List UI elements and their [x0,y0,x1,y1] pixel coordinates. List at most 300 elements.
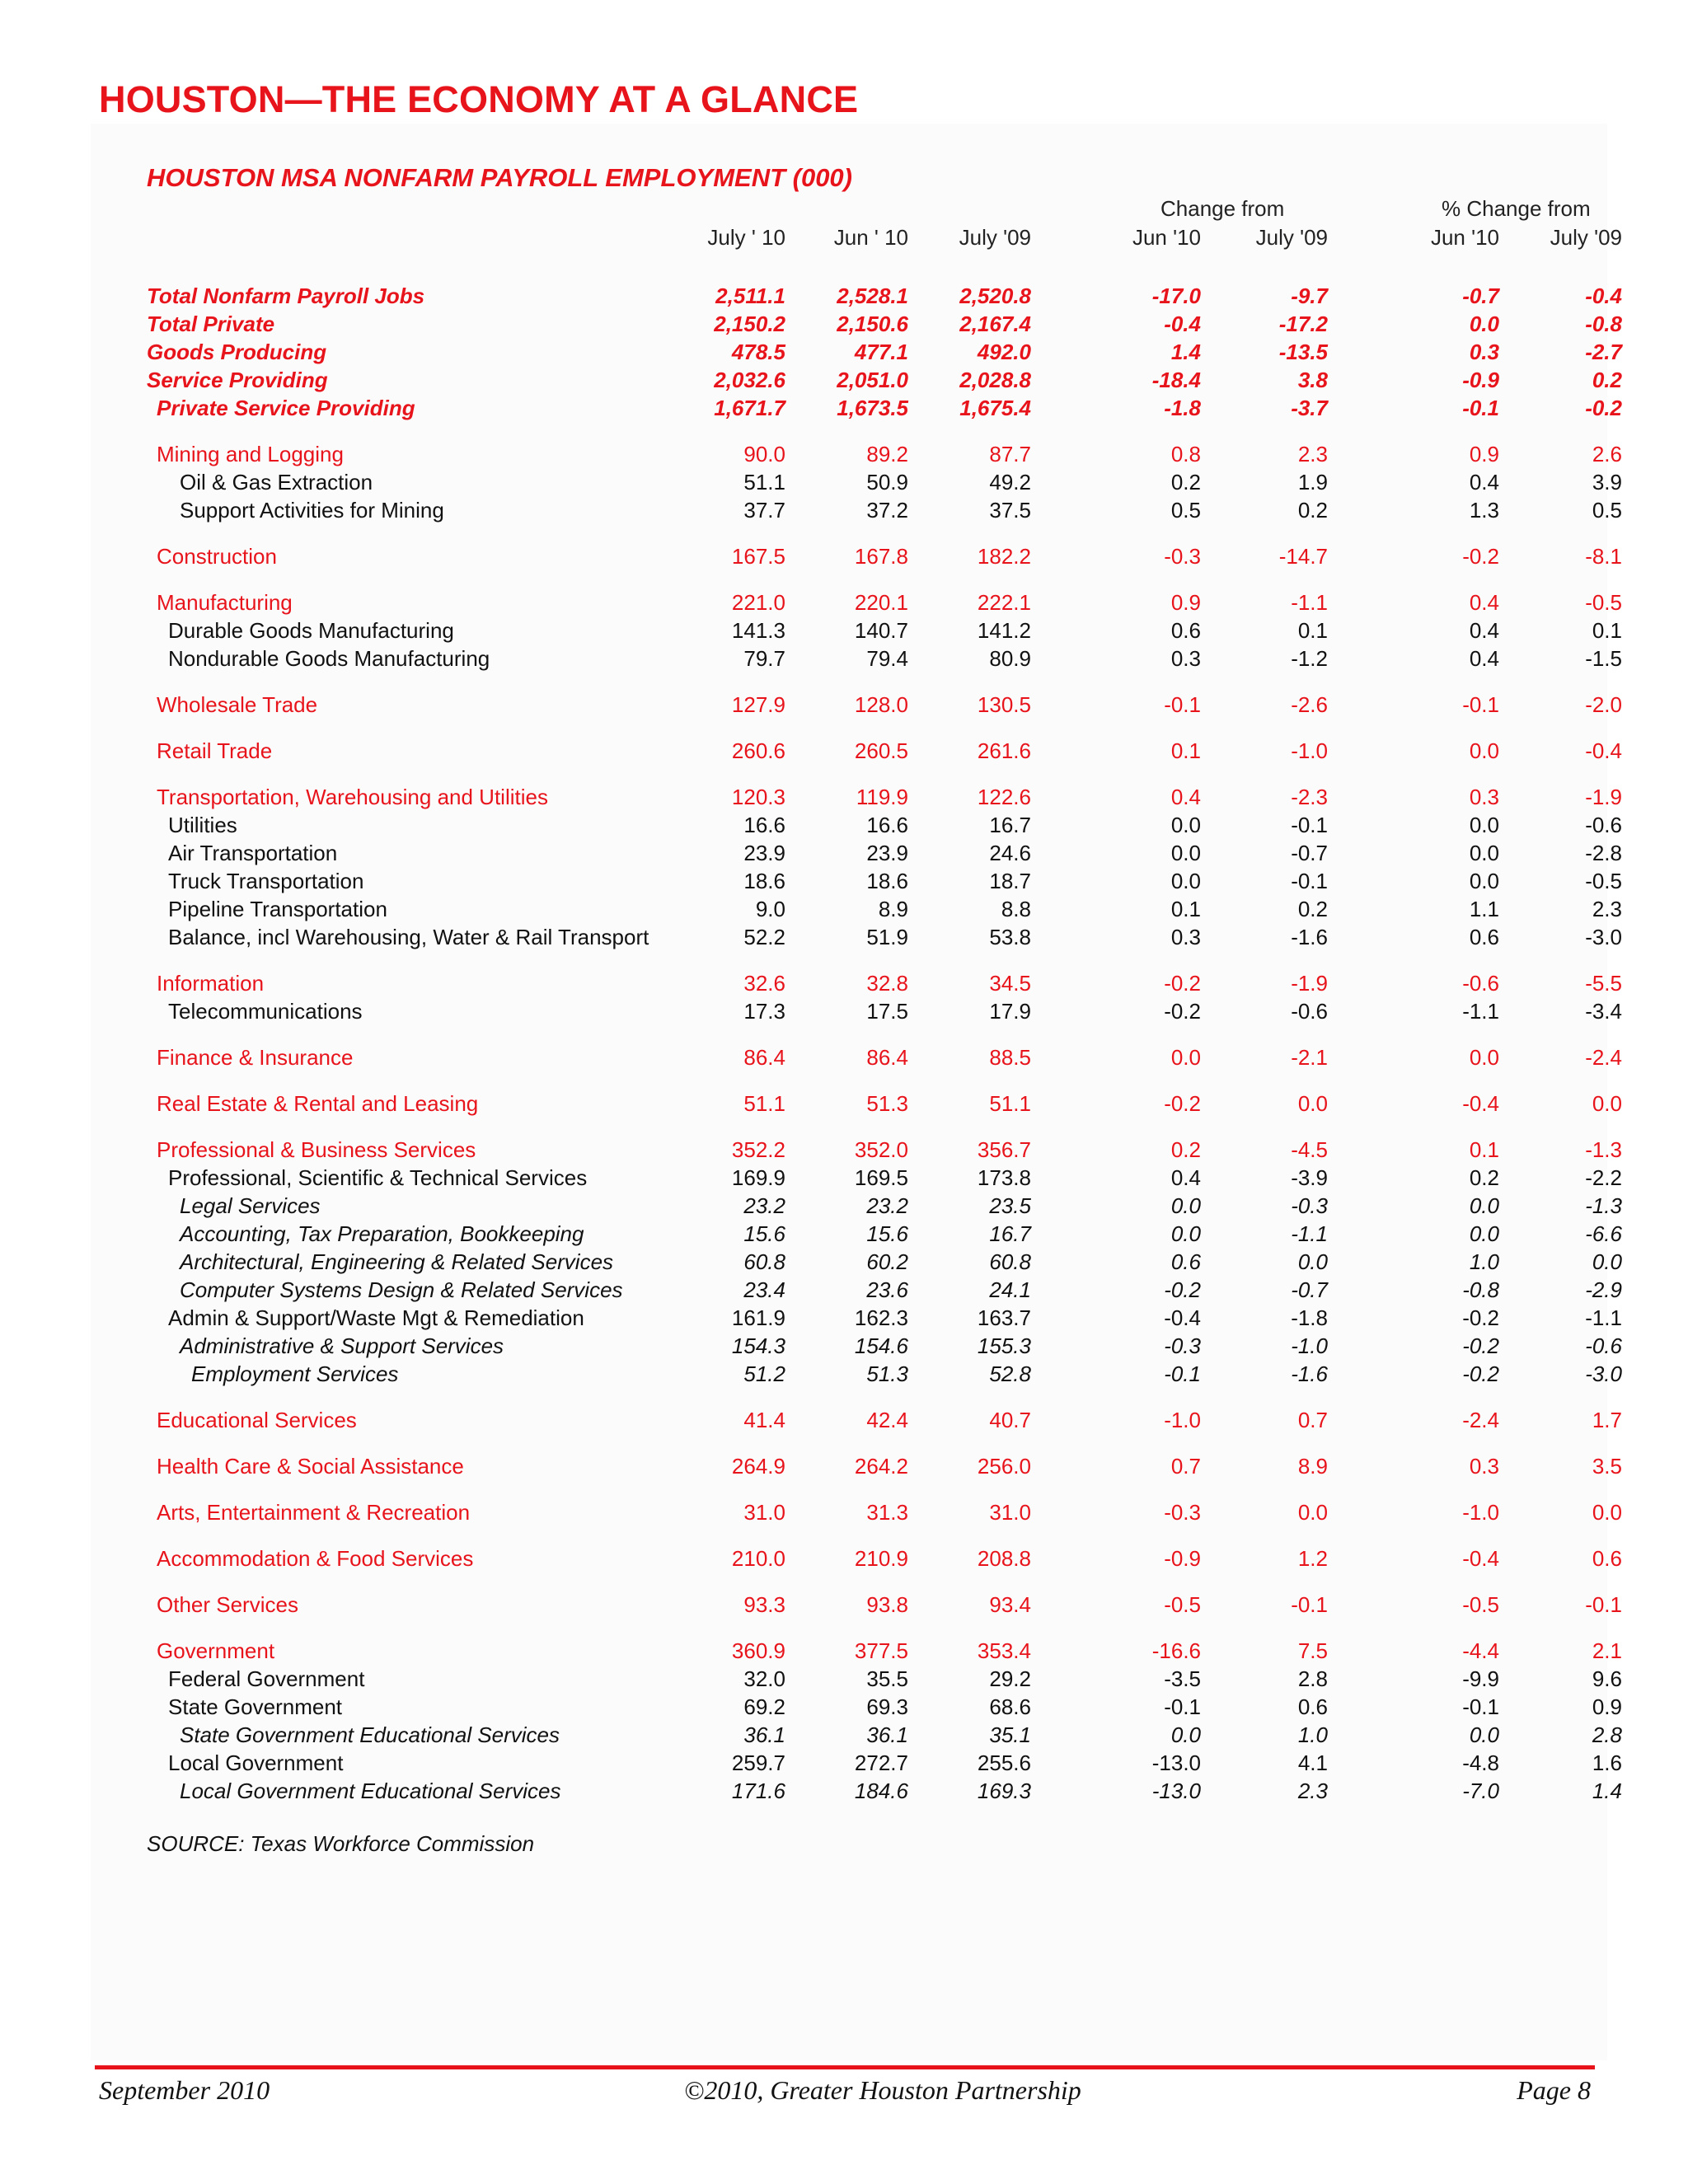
row-label: State Government [168,1694,342,1719]
cell-chg-jun-10: -3.5 [1164,1666,1201,1691]
cell-chg-jun-10: 0.0 [1170,1221,1201,1246]
cell-jun-10: 210.9 [854,1546,908,1571]
cell-july-10: 90.0 [743,442,785,466]
cell-july-10: 15.6 [743,1221,785,1246]
cell-pct-july-09: -0.8 [1585,312,1622,336]
cell-pct-jun-10: -0.1 [1462,1694,1499,1719]
cell-july-10: 120.3 [731,785,785,809]
col-header-chg-jun-10: Jun '10 [1132,225,1201,250]
cell-chg-jun-10: -0.1 [1164,692,1201,717]
cell-july-09: 49.2 [989,470,1031,494]
cell-chg-july-09: -0.3 [1291,1193,1328,1218]
cell-pct-july-09: -6.6 [1585,1221,1622,1246]
row-label: Nondurable Goods Manufacturing [168,646,490,671]
cell-pct-july-09: -2.7 [1585,340,1622,364]
cell-july-10: 32.6 [743,971,785,996]
cell-jun-10: 2,528.1 [837,284,908,308]
col-header-pct-july-09: July '09 [1550,225,1622,250]
cell-jun-10: 1,673.5 [837,396,908,420]
cell-chg-july-09: 0.2 [1297,498,1328,523]
row-label: Professional & Business Services [157,1137,476,1162]
cell-july-09: 35.1 [989,1722,1031,1747]
cell-pct-july-09: 0.9 [1592,1694,1622,1719]
cell-july-09: 24.6 [989,841,1031,865]
row-label: Architectural, Engineering & Related Services [180,1249,614,1274]
cell-chg-july-09: 0.7 [1297,1408,1328,1432]
cell-pct-july-09: -1.9 [1585,785,1622,809]
cell-pct-july-09: -1.3 [1585,1137,1622,1162]
cell-pct-jun-10: 0.0 [1469,1193,1499,1218]
cell-pct-july-09: 3.9 [1592,470,1622,494]
cell-pct-jun-10: 1.0 [1469,1249,1499,1274]
table-row [0,1544,1688,1572]
cell-chg-jun-10: 0.0 [1170,1193,1201,1218]
row-label: Health Care & Social Assistance [157,1454,464,1479]
cell-jun-10: 69.3 [866,1694,908,1719]
cell-july-10: 16.6 [743,813,785,837]
cell-pct-july-09: 0.0 [1592,1500,1622,1525]
cell-pct-july-09: -2.0 [1585,692,1622,717]
cell-chg-jun-10: -0.2 [1164,1091,1201,1116]
cell-july-09: 18.7 [989,869,1031,893]
row-label: Federal Government [168,1666,365,1691]
cell-chg-july-09: 0.6 [1297,1694,1328,1719]
row-label: Admin & Support/Waste Mgt & Remediation [168,1305,584,1330]
cell-jun-10: 16.6 [866,813,908,837]
cell-july-09: 163.7 [977,1305,1031,1330]
table-row [0,997,1688,1025]
cell-pct-jun-10: 0.0 [1469,1045,1499,1070]
cell-jun-10: 51.3 [866,1091,908,1116]
row-label: Accounting, Tax Preparation, Bookkeeping [180,1221,584,1246]
row-label: Real Estate & Rental and Leasing [157,1091,479,1116]
cell-july-10: 210.0 [731,1546,785,1571]
cell-jun-10: 32.8 [866,971,908,996]
cell-chg-jun-10: -0.1 [1164,1361,1201,1386]
cell-july-10: 51.2 [743,1361,785,1386]
cell-jun-10: 36.1 [866,1722,908,1747]
table-row [0,1276,1688,1304]
cell-pct-jun-10: 0.3 [1469,340,1499,364]
cell-pct-july-09: -1.5 [1585,646,1622,671]
cell-chg-july-09: 2.8 [1297,1666,1328,1691]
cell-chg-july-09: -1.8 [1291,1305,1328,1330]
row-label: Manufacturing [157,590,293,615]
cell-july-10: 260.6 [731,738,785,763]
table-row [0,1220,1688,1248]
cell-chg-jun-10: 0.5 [1170,498,1201,523]
cell-july-09: 169.3 [977,1779,1031,1803]
cell-pct-jun-10: -1.1 [1462,999,1499,1024]
cell-chg-july-09: -0.6 [1291,999,1328,1024]
row-label: Local Government Educational Services [180,1779,561,1803]
cell-pct-july-09: -0.6 [1585,813,1622,837]
cell-july-09: 51.1 [989,1091,1031,1116]
footer-rule [95,2065,1595,2069]
cell-chg-jun-10: -0.1 [1164,1694,1201,1719]
row-label: Total Nonfarm Payroll Jobs [147,284,425,308]
cell-pct-july-09: 3.5 [1592,1454,1622,1479]
cell-july-10: 31.0 [743,1500,785,1525]
table-row [0,1693,1688,1721]
footer-date: September 2010 [99,2075,270,2105]
cell-july-10: 478.5 [731,340,785,364]
cell-pct-jun-10: 0.4 [1469,618,1499,643]
cell-chg-july-09: 4.1 [1297,1750,1328,1775]
table-row [0,1090,1688,1118]
cell-chg-july-09: -1.6 [1291,925,1328,949]
cell-jun-10: 184.6 [854,1779,908,1803]
cell-pct-july-09: 2.3 [1592,897,1622,921]
cell-chg-july-09: 2.3 [1297,442,1328,466]
cell-chg-jun-10: 0.9 [1170,590,1201,615]
row-label: Administrative & Support Services [180,1333,504,1358]
cell-jun-10: 37.2 [866,498,908,523]
table-row [0,1452,1688,1480]
cell-pct-jun-10: -9.9 [1462,1666,1499,1691]
cell-chg-jun-10: 0.0 [1170,813,1201,837]
cell-july-09: 2,167.4 [959,312,1031,336]
cell-chg-jun-10: -0.2 [1164,971,1201,996]
cell-jun-10: 2,150.6 [837,312,908,336]
cell-pct-jun-10: 0.0 [1469,1722,1499,1747]
row-label: Computer Systems Design & Related Services [180,1277,623,1302]
cell-pct-july-09: -0.4 [1585,738,1622,763]
cell-pct-jun-10: 0.0 [1469,312,1499,336]
cell-pct-july-09: 1.6 [1592,1750,1622,1775]
col-header-july-10: July ' 10 [707,225,785,250]
cell-pct-july-09: 0.5 [1592,498,1622,523]
cell-chg-jun-10: -1.8 [1164,396,1201,420]
cell-chg-july-09: 0.0 [1297,1091,1328,1116]
cell-chg-jun-10: 0.1 [1170,897,1201,921]
cell-chg-july-09: -2.6 [1291,692,1328,717]
cell-jun-10: 31.3 [866,1500,908,1525]
cell-july-10: 51.1 [743,470,785,494]
table-row [0,394,1688,422]
cell-july-10: 17.3 [743,999,785,1024]
cell-july-09: 155.3 [977,1333,1031,1358]
cell-chg-jun-10: 0.0 [1170,1045,1201,1070]
cell-chg-jun-10: -0.4 [1164,312,1201,336]
cell-chg-jun-10: 0.0 [1170,1722,1201,1747]
cell-jun-10: 18.6 [866,869,908,893]
table-row [0,895,1688,923]
cell-pct-jun-10: -0.2 [1462,544,1499,569]
cell-chg-july-09: -2.1 [1291,1045,1328,1070]
cell-july-10: 221.0 [731,590,785,615]
cell-july-10: 32.0 [743,1666,785,1691]
cell-chg-july-09: -1.0 [1291,738,1328,763]
table-row [0,839,1688,867]
row-label: State Government Educational Services [180,1722,560,1747]
cell-chg-july-09: -0.1 [1291,1592,1328,1617]
table-row [0,496,1688,524]
table-row [0,1332,1688,1360]
cell-pct-jun-10: 0.0 [1469,1221,1499,1246]
cell-pct-july-09: -3.4 [1585,999,1622,1024]
cell-pct-jun-10: 0.0 [1469,869,1499,893]
cell-jun-10: 93.8 [866,1592,908,1617]
table-row [0,1777,1688,1805]
cell-pct-july-09: -2.4 [1585,1045,1622,1070]
cell-jun-10: 42.4 [866,1408,908,1432]
cell-jun-10: 50.9 [866,470,908,494]
cell-chg-july-09: 1.9 [1297,470,1328,494]
cell-jun-10: 8.9 [878,897,908,921]
cell-chg-jun-10: 0.0 [1170,841,1201,865]
cell-july-10: 352.2 [731,1137,785,1162]
cell-chg-jun-10: -18.4 [1151,368,1201,392]
cell-pct-jun-10: -0.2 [1462,1333,1499,1358]
cell-july-09: 40.7 [989,1408,1031,1432]
table-row [0,811,1688,839]
row-label: Service Providing [147,368,328,392]
cell-pct-jun-10: -0.5 [1462,1592,1499,1617]
cell-july-09: 16.7 [989,1221,1031,1246]
cell-july-10: 360.9 [731,1638,785,1663]
cell-pct-july-09: 1.4 [1592,1779,1622,1803]
cell-chg-july-09: -1.6 [1291,1361,1328,1386]
cell-pct-jun-10: -0.4 [1462,1091,1499,1116]
cell-chg-jun-10: 0.3 [1170,925,1201,949]
cell-chg-july-09: 8.9 [1297,1454,1328,1479]
table-row [0,1406,1688,1434]
row-label: Accommodation & Food Services [157,1546,474,1571]
cell-chg-jun-10: -0.3 [1164,544,1201,569]
cell-chg-july-09: -3.7 [1291,396,1328,420]
table-row [0,923,1688,951]
cell-july-09: 53.8 [989,925,1031,949]
table-row [0,440,1688,468]
cell-july-09: 1,675.4 [959,396,1031,420]
cell-jun-10: 23.2 [866,1193,908,1218]
cell-jun-10: 89.2 [866,442,908,466]
cell-pct-jun-10: -0.9 [1462,368,1499,392]
cell-pct-jun-10: 0.0 [1469,738,1499,763]
cell-jun-10: 79.4 [866,646,908,671]
cell-chg-july-09: -1.1 [1291,590,1328,615]
cell-chg-july-09: -3.9 [1291,1165,1328,1190]
cell-july-09: 173.8 [977,1165,1031,1190]
row-label: Professional, Scientific & Technical Services [168,1165,588,1190]
row-label: Educational Services [157,1408,357,1432]
table-row [0,737,1688,765]
cell-chg-july-09: -1.1 [1291,1221,1328,1246]
cell-july-09: 60.8 [989,1249,1031,1274]
cell-chg-july-09: -2.3 [1291,785,1328,809]
table-row [0,282,1688,310]
cell-pct-july-09: 2.6 [1592,442,1622,466]
cell-pct-jun-10: 0.4 [1469,646,1499,671]
cell-july-10: 259.7 [731,1750,785,1775]
cell-july-10: 127.9 [731,692,785,717]
cell-july-10: 36.1 [743,1722,785,1747]
cell-chg-july-09: 0.2 [1297,897,1328,921]
footer-copyright: ©2010, Greater Houston Partnership [684,2075,1081,2105]
cell-pct-july-09: 0.1 [1592,618,1622,643]
cell-pct-july-09: -2.9 [1585,1277,1622,1302]
row-label: Construction [157,544,277,569]
row-label: Wholesale Trade [157,692,318,717]
row-label: Legal Services [180,1193,321,1218]
table-row [0,644,1688,673]
cell-pct-jun-10: -4.8 [1462,1750,1499,1775]
cell-july-09: 208.8 [977,1546,1031,1571]
cell-july-09: 24.1 [989,1277,1031,1302]
table-row [0,1192,1688,1220]
cell-chg-jun-10: 0.6 [1170,618,1201,643]
row-label: Utilities [168,813,237,837]
cell-july-09: 37.5 [989,498,1031,523]
table-row [0,588,1688,616]
cell-july-09: 2,520.8 [959,284,1031,308]
table-row [0,969,1688,997]
cell-chg-jun-10: -0.3 [1164,1500,1201,1525]
cell-july-10: 51.1 [743,1091,785,1116]
cell-chg-jun-10: -0.5 [1164,1592,1201,1617]
table-row [0,338,1688,366]
change-from-header: Change from [1160,196,1285,221]
cell-jun-10: 23.9 [866,841,908,865]
table-row [0,691,1688,719]
row-label: Air Transportation [168,841,338,865]
cell-jun-10: 140.7 [854,618,908,643]
row-label: Goods Producing [147,340,327,364]
cell-chg-jun-10: -0.2 [1164,1277,1201,1302]
row-label: Other Services [157,1592,298,1617]
row-label: Transportation, Warehousing and Utilities [157,785,548,809]
cell-july-10: 167.5 [731,544,785,569]
cell-jun-10: 86.4 [866,1045,908,1070]
cell-chg-jun-10: 0.6 [1170,1249,1201,1274]
cell-july-10: 2,511.1 [715,284,785,308]
cell-pct-july-09: 0.0 [1592,1249,1622,1274]
table-row [0,1721,1688,1749]
cell-july-10: 23.9 [743,841,785,865]
cell-pct-jun-10: -2.4 [1462,1408,1499,1432]
col-header-pct-jun-10: Jun '10 [1430,225,1499,250]
cell-chg-jun-10: -13.0 [1151,1750,1201,1775]
row-label: Local Government [168,1750,344,1775]
cell-pct-july-09: -0.4 [1585,284,1622,308]
page-title: HOUSTON—THE ECONOMY AT A GLANCE [99,78,859,120]
cell-pct-july-09: -8.1 [1585,544,1622,569]
cell-july-09: 255.6 [977,1750,1031,1775]
cell-chg-july-09: -0.1 [1291,869,1328,893]
cell-july-09: 492.0 [977,340,1031,364]
table-row [0,310,1688,338]
cell-pct-jun-10: 0.3 [1469,785,1499,809]
cell-july-10: 9.0 [755,897,785,921]
cell-pct-jun-10: 0.4 [1469,590,1499,615]
cell-july-09: 52.8 [989,1361,1031,1386]
cell-july-10: 264.9 [731,1454,785,1479]
cell-chg-july-09: 3.8 [1297,368,1328,392]
cell-july-10: 161.9 [731,1305,785,1330]
table-row [0,1043,1688,1071]
cell-july-10: 86.4 [743,1045,785,1070]
row-label: Pipeline Transportation [168,897,387,921]
cell-chg-july-09: -0.7 [1291,1277,1328,1302]
cell-pct-july-09: 9.6 [1592,1666,1622,1691]
cell-jun-10: 60.2 [866,1249,908,1274]
pct-change-from-header: % Change from [1442,196,1591,221]
cell-jun-10: 17.5 [866,999,908,1024]
cell-chg-july-09: 0.1 [1297,618,1328,643]
cell-july-09: 80.9 [989,646,1031,671]
cell-july-09: 16.7 [989,813,1031,837]
cell-pct-jun-10: -7.0 [1462,1779,1499,1803]
cell-pct-july-09: -5.5 [1585,971,1622,996]
cell-jun-10: 377.5 [854,1638,908,1663]
col-header-july-09: July '09 [959,225,1031,250]
cell-chg-july-09: -1.0 [1291,1333,1328,1358]
cell-july-09: 2,028.8 [959,368,1031,392]
cell-pct-jun-10: -0.2 [1462,1305,1499,1330]
cell-chg-july-09: -1.2 [1291,646,1328,671]
cell-pct-jun-10: 0.9 [1469,442,1499,466]
cell-july-09: 122.6 [977,785,1031,809]
cell-july-10: 60.8 [743,1249,785,1274]
table-row [0,1136,1688,1164]
cell-july-10: 154.3 [731,1333,785,1358]
table-row [0,1665,1688,1693]
cell-jun-10: 167.8 [854,544,908,569]
col-header-jun-10: Jun ' 10 [833,225,908,250]
cell-pct-jun-10: -0.2 [1462,1361,1499,1386]
cell-jun-10: 128.0 [854,692,908,717]
cell-chg-july-09: 0.0 [1297,1249,1328,1274]
cell-chg-july-09: 1.2 [1297,1546,1328,1571]
cell-july-09: 8.8 [1001,897,1031,921]
cell-pct-jun-10: -0.6 [1462,971,1499,996]
cell-chg-july-09: 7.5 [1297,1638,1328,1663]
row-label: Private Service Providing [157,396,415,420]
cell-chg-jun-10: -0.4 [1164,1305,1201,1330]
cell-july-09: 23.5 [989,1193,1031,1218]
cell-chg-july-09: -9.7 [1291,284,1328,308]
cell-pct-jun-10: 0.6 [1469,925,1499,949]
cell-july-09: 29.2 [989,1666,1031,1691]
row-label: Durable Goods Manufacturing [168,618,454,643]
cell-chg-july-09: -1.9 [1291,971,1328,996]
cell-chg-july-09: -13.5 [1278,340,1328,364]
cell-chg-july-09: -17.2 [1278,312,1328,336]
cell-chg-jun-10: -17.0 [1151,284,1201,308]
row-label: Finance & Insurance [157,1045,354,1070]
table-title: HOUSTON MSA NONFARM PAYROLL EMPLOYMENT (000) [147,163,852,192]
cell-july-09: 182.2 [977,544,1031,569]
table-row [0,1498,1688,1526]
cell-july-10: 37.7 [743,498,785,523]
cell-chg-july-09: 0.0 [1297,1500,1328,1525]
cell-july-10: 23.2 [743,1193,785,1218]
table-row [0,1304,1688,1332]
cell-pct-jun-10: 0.4 [1469,470,1499,494]
cell-chg-jun-10: 0.2 [1170,470,1201,494]
cell-chg-jun-10: 0.0 [1170,869,1201,893]
cell-chg-july-09: 1.0 [1297,1722,1328,1747]
cell-july-10: 93.3 [743,1592,785,1617]
table-row [0,783,1688,811]
cell-chg-jun-10: 0.7 [1170,1454,1201,1479]
cell-pct-jun-10: 1.3 [1469,498,1499,523]
cell-july-09: 88.5 [989,1045,1031,1070]
cell-jun-10: 169.5 [854,1165,908,1190]
cell-jun-10: 23.6 [866,1277,908,1302]
cell-jun-10: 162.3 [854,1305,908,1330]
